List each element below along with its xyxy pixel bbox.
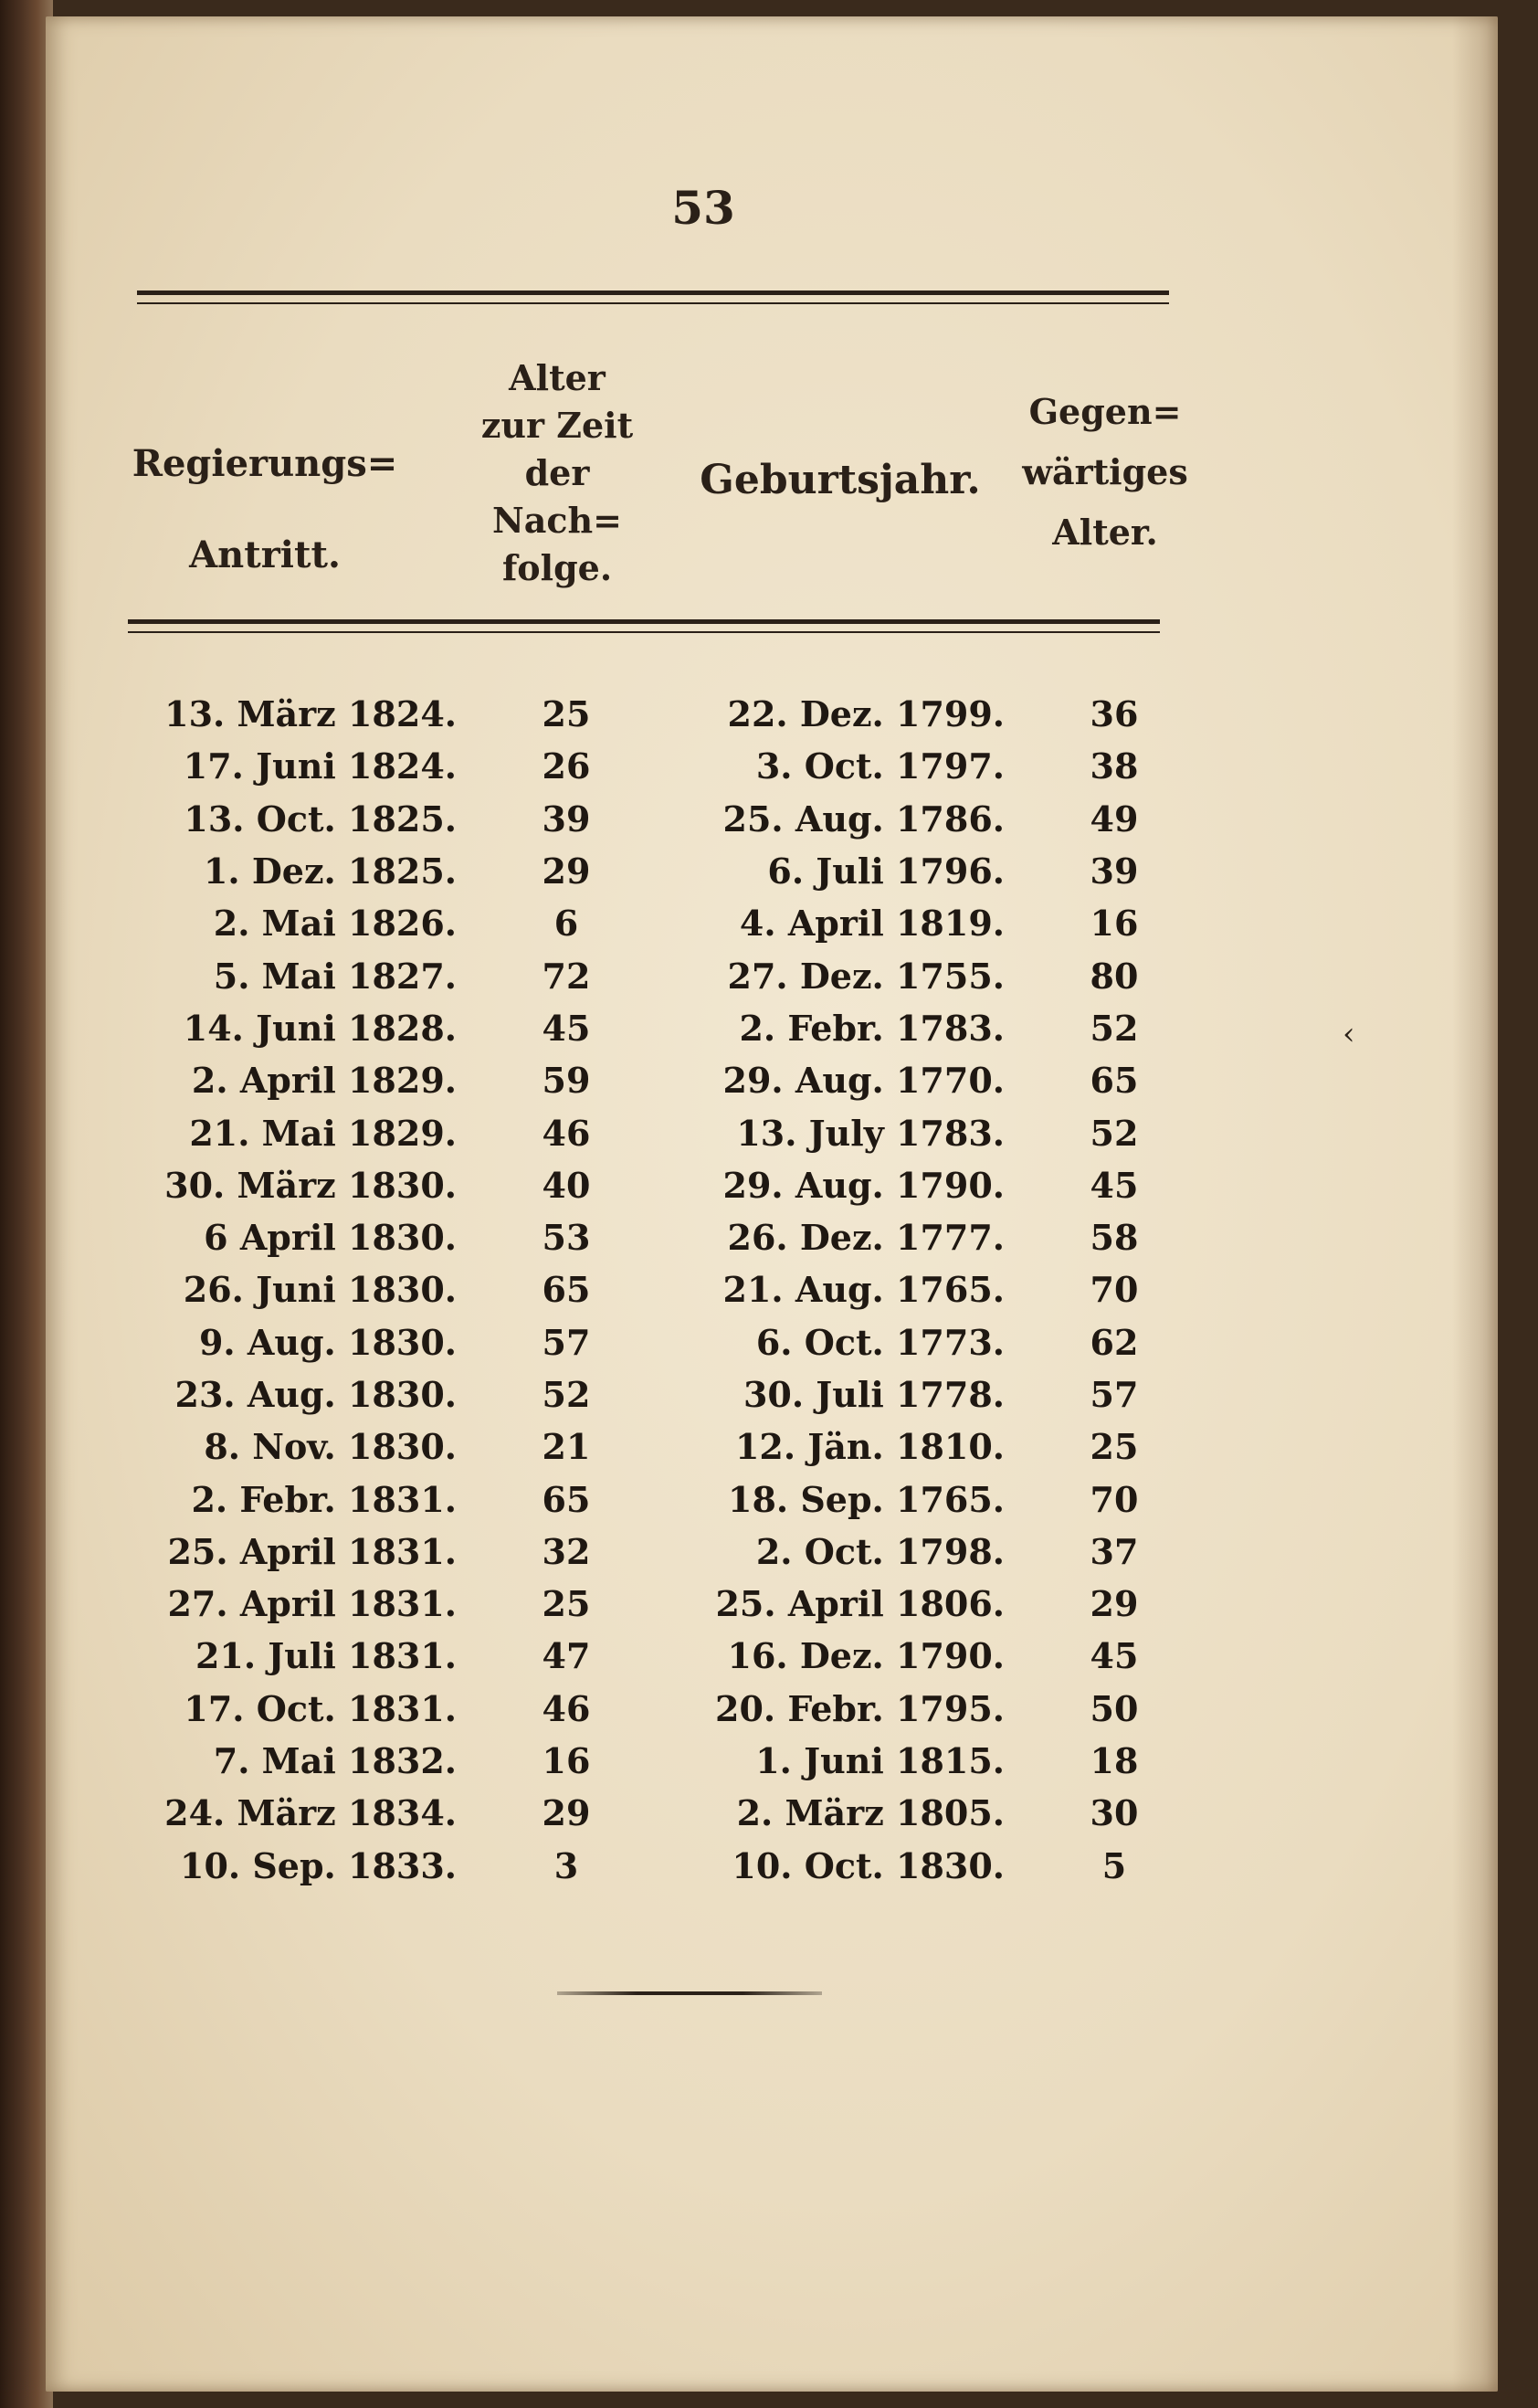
- current-age-cell: 70: [1090, 1478, 1139, 1520]
- birth-date-cell: 6. Juli 1796.: [767, 850, 1005, 892]
- age-at-succession-cell: 59: [542, 1060, 591, 1102]
- birth-date-cell: 25. Aug. 1786.: [722, 797, 1005, 840]
- current-age-cell: 29: [1090, 1583, 1139, 1625]
- birth-date-cell: 29. Aug. 1790.: [722, 1164, 1005, 1206]
- current-age-cell: 38: [1090, 745, 1139, 787]
- age-at-succession-cell: 72: [542, 955, 591, 997]
- age-at-succession-cell: 29: [542, 850, 591, 892]
- age-at-succession-cell: 39: [542, 797, 591, 840]
- header-current-line: Alter.: [1052, 512, 1158, 553]
- current-age-cell: 18: [1090, 1740, 1139, 1782]
- age-at-succession-cell: 65: [542, 1269, 591, 1311]
- current-age-cell: 16: [1090, 903, 1139, 945]
- table-row: [119, 1683, 1224, 1735]
- accession-date-cell: 13. Oct. 1825.: [184, 797, 457, 840]
- age-at-succession-cell: 21: [542, 1426, 591, 1468]
- table-row: [119, 1630, 1224, 1682]
- header-current-line: Gegen=: [1028, 391, 1182, 432]
- current-age-cell: 45: [1090, 1164, 1139, 1206]
- current-age-cell: 80: [1090, 955, 1139, 997]
- birth-date-cell: 16. Dez. 1790.: [727, 1635, 1005, 1677]
- header-age-at-succession: [448, 354, 667, 592]
- current-age-cell: 57: [1090, 1374, 1139, 1415]
- header-age-line: zur Zeit: [480, 405, 634, 446]
- table-row: [119, 1211, 1224, 1263]
- header-age-line: Alter: [509, 357, 606, 398]
- current-age-cell: 52: [1090, 1007, 1139, 1049]
- table-body: [119, 688, 1224, 1892]
- accession-date-cell: 6 April 1830.: [204, 1217, 457, 1259]
- age-at-succession-cell: 25: [542, 1583, 591, 1625]
- birth-date-cell: 30. Juli 1778.: [743, 1374, 1005, 1415]
- accession-date-cell: 2. April 1829.: [191, 1060, 457, 1102]
- current-age-cell: 39: [1090, 850, 1139, 892]
- table-row: [119, 1787, 1224, 1839]
- current-age-cell: 5: [1101, 1844, 1127, 1886]
- table-row: [119, 1002, 1224, 1054]
- age-at-succession-cell: 65: [542, 1478, 591, 1520]
- current-age-cell: 50: [1090, 1687, 1139, 1729]
- accession-date-cell: 17. Oct. 1831.: [184, 1687, 457, 1729]
- current-age-cell: 25: [1090, 1426, 1139, 1468]
- birth-date-cell: 10. Oct. 1830.: [732, 1844, 1005, 1886]
- birth-date-cell: 29. Aug. 1770.: [722, 1060, 1005, 1102]
- age-at-succession-cell: 40: [542, 1164, 591, 1206]
- birth-date-cell: 18. Sep. 1765.: [728, 1478, 1005, 1520]
- header-current-age: [995, 382, 1215, 563]
- birth-date-cell: 25. April 1806.: [715, 1583, 1005, 1625]
- table-row: [119, 1526, 1224, 1578]
- age-at-succession-cell: 6: [553, 903, 579, 945]
- header-age-line: der: [524, 452, 590, 493]
- birth-date-cell: 22. Dez. 1799.: [727, 693, 1005, 735]
- table-row: [119, 845, 1224, 897]
- table-row: [119, 793, 1224, 845]
- age-at-succession-cell: 29: [542, 1792, 591, 1834]
- birth-date-cell: 21. Aug. 1765.: [722, 1269, 1005, 1311]
- accession-date-cell: 1. Dez. 1825.: [203, 850, 457, 892]
- birth-date-cell: 13. July 1783.: [736, 1112, 1005, 1154]
- accession-date-cell: 13. März 1824.: [164, 693, 457, 735]
- page-number: 53: [671, 181, 735, 235]
- table-row: [119, 1316, 1224, 1368]
- accession-date-cell: 2. Febr. 1831.: [191, 1478, 457, 1520]
- table-row: [119, 1368, 1224, 1421]
- current-age-cell: 65: [1090, 1060, 1139, 1102]
- header-current-line: wärtiges: [1022, 451, 1188, 492]
- header-accession: [128, 418, 402, 601]
- age-at-succession-cell: 52: [542, 1374, 591, 1415]
- birth-date-cell: 2. März 1805.: [736, 1792, 1005, 1834]
- birth-date-cell: 20. Febr. 1795.: [715, 1687, 1005, 1729]
- header-accession-line1: Regierungs=: [132, 442, 398, 485]
- table-row: [119, 1840, 1224, 1892]
- accession-date-cell: 5. Mai 1827.: [213, 955, 457, 997]
- table-row: [119, 1473, 1224, 1525]
- book-page: [46, 16, 1498, 2392]
- birth-date-cell: 4. April 1819.: [739, 903, 1005, 945]
- age-at-succession-cell: 57: [542, 1321, 591, 1363]
- age-at-succession-cell: 3: [553, 1844, 579, 1886]
- closing-rule: [557, 1991, 822, 1995]
- age-at-succession-cell: 46: [542, 1112, 591, 1154]
- accession-date-cell: 30. März 1830.: [164, 1164, 457, 1206]
- current-age-cell: 58: [1090, 1217, 1139, 1259]
- accession-date-cell: 14. Juni 1828.: [183, 1007, 457, 1049]
- accession-date-cell: 8. Nov. 1830.: [204, 1426, 457, 1468]
- accession-date-cell: 10. Sep. 1833.: [180, 1844, 457, 1886]
- current-age-cell: 62: [1090, 1321, 1139, 1363]
- header-age-line: folge.: [501, 547, 613, 588]
- birth-date-cell: 3. Oct. 1797.: [755, 745, 1005, 787]
- accession-date-cell: 26. Juni 1830.: [183, 1269, 457, 1311]
- table-row: [119, 1106, 1224, 1158]
- birth-date-cell: 26. Dez. 1777.: [727, 1217, 1005, 1259]
- age-at-succession-cell: 16: [542, 1740, 591, 1782]
- birth-date-cell: 1. Juni 1815.: [755, 1740, 1005, 1782]
- page-edge-shadow: [1452, 16, 1498, 2392]
- accession-date-cell: 21. Mai 1829.: [189, 1112, 457, 1154]
- table-row: [119, 1735, 1224, 1787]
- accession-date-cell: 27. April 1831.: [167, 1583, 457, 1625]
- current-age-cell: 37: [1090, 1530, 1139, 1572]
- age-at-succession-cell: 47: [542, 1635, 591, 1677]
- birth-date-cell: 2. Febr. 1783.: [739, 1007, 1005, 1049]
- birth-date-cell: 2. Oct. 1798.: [755, 1530, 1005, 1572]
- current-age-cell: 52: [1090, 1112, 1139, 1154]
- table-row: [119, 1421, 1224, 1473]
- age-at-succession-cell: 25: [542, 693, 591, 735]
- accession-date-cell: 9. Aug. 1830.: [198, 1321, 457, 1363]
- accession-date-cell: 23. Aug. 1830.: [174, 1374, 457, 1415]
- table-row: [119, 1054, 1224, 1106]
- birth-date-cell: 27. Dez. 1755.: [727, 955, 1005, 997]
- table-row: [119, 897, 1224, 949]
- header-accession-line2: Antritt.: [189, 533, 341, 576]
- age-at-succession-cell: 53: [542, 1217, 591, 1259]
- current-age-cell: 70: [1090, 1269, 1139, 1311]
- table-row: [119, 688, 1224, 740]
- table-row: [119, 1578, 1224, 1630]
- accession-date-cell: 17. Juni 1824.: [183, 745, 457, 787]
- accession-date-cell: 2. Mai 1826.: [213, 903, 457, 945]
- birth-date-cell: 6. Oct. 1773.: [755, 1321, 1005, 1363]
- top-double-rule: [137, 290, 1169, 304]
- accession-date-cell: 25. April 1831.: [167, 1530, 457, 1572]
- succession-table: [119, 688, 1224, 1892]
- table-row: [119, 740, 1224, 792]
- current-age-cell: 30: [1090, 1792, 1139, 1834]
- current-age-cell: 36: [1090, 693, 1139, 735]
- header-double-rule: [128, 619, 1160, 633]
- age-at-succession-cell: 26: [542, 745, 591, 787]
- header-age-line: Nach=: [492, 500, 622, 541]
- age-at-succession-cell: 32: [542, 1530, 591, 1572]
- accession-date-cell: 21. Juli 1831.: [195, 1635, 457, 1677]
- current-age-cell: 45: [1090, 1635, 1139, 1677]
- age-at-succession-cell: 46: [542, 1687, 591, 1729]
- margin-pencil-mark: ‹: [1343, 1016, 1355, 1052]
- header-birth-year: Geburtsjahr.: [700, 457, 981, 503]
- birth-date-cell: 12. Jän. 1810.: [734, 1426, 1005, 1468]
- table-row: [119, 1263, 1224, 1315]
- age-at-succession-cell: 45: [542, 1007, 591, 1049]
- table-row: [119, 1159, 1224, 1211]
- accession-date-cell: 24. März 1834.: [164, 1792, 457, 1834]
- table-row: [119, 949, 1224, 1001]
- accession-date-cell: 7. Mai 1832.: [213, 1740, 457, 1782]
- current-age-cell: 49: [1090, 797, 1139, 840]
